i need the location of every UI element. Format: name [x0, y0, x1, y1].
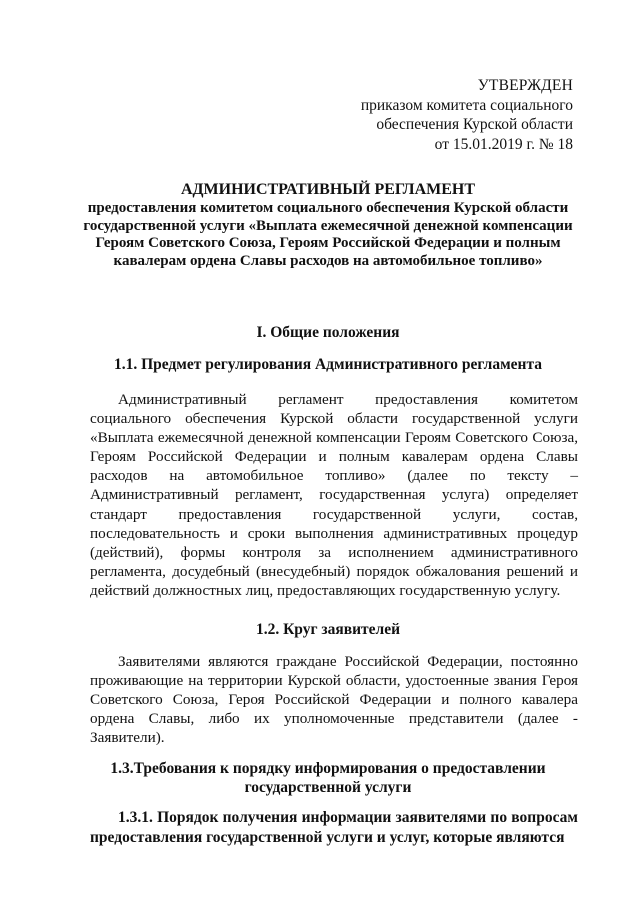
section-1-2-heading: 1.2. Круг заявителей [255, 621, 401, 638]
section-1-3-heading-line-1: 1.3.Требования к порядку информирования о предоставлении [110, 760, 546, 777]
section-1-2-paragraph: Заявителями являются граждане Российской Федерации, постоянно проживающие на территории Курской области, удостоенные звания Героя Советского Союза, Героя Российской Федерации и полного кавалера ордена Славы, либо их уполномоченные представители (далее - Заявители). [90, 653, 578, 747]
document-subtitle: предоставления комитетом социального обеспечения Курской области государственной услуги «Выплата ежемесячной денежной компенсации Героям Советского Союза, Героям Российской Федерации и полным кавалерам ордена Славы расходов на автомобильное топливо» [83, 200, 573, 269]
approval-line-3: от 15.01.2019 г. № 18 [434, 135, 573, 153]
section-1-3-1-paragraph: 1.3.1. Порядок получения информации заявителями по вопросам предоставления государственной услуги и услуг, которые являются [90, 809, 578, 846]
section-1-3-heading [80, 759, 576, 797]
approval-stamp [361, 76, 573, 154]
document-title-block [80, 180, 576, 270]
approval-heading: УТВЕРЖДЕН [477, 77, 573, 94]
approval-line-1: приказом комитета социального [360, 96, 573, 114]
approval-line-2: обеспечения Курской области [376, 116, 573, 133]
section-1-1-heading: 1.1. Предмет регулирования Административного регламента [113, 356, 543, 373]
section-1-3-heading-line-2: государственной услуги [244, 779, 412, 796]
section-1-1-paragraph: Административный регламент предоставления комитетом социального обеспечения Курской области государственной услуги «Выплата ежемесячной денежной компенсации Героям Советского Союза, Героям Российской Федерации и полным кавалерам ордена Славы расходов на автомобильное топливо» (далее по тексту – Административный регламент, государственная услуга) определяет стандарт предоставления государственной услуги, состав, последовательность и сроки выполнения административных процедур (действий), формы контроля за исполнением административного регламента, досудебный (внесудебный) порядок обжалования решений и действий должностных лиц, предоставляющих государственную услугу. [90, 391, 578, 599]
section-1-heading: I. Общие положения [256, 324, 400, 341]
document-title: АДМИНИСТРАТИВНЫЙ РЕГЛАМЕНТ [180, 181, 476, 198]
